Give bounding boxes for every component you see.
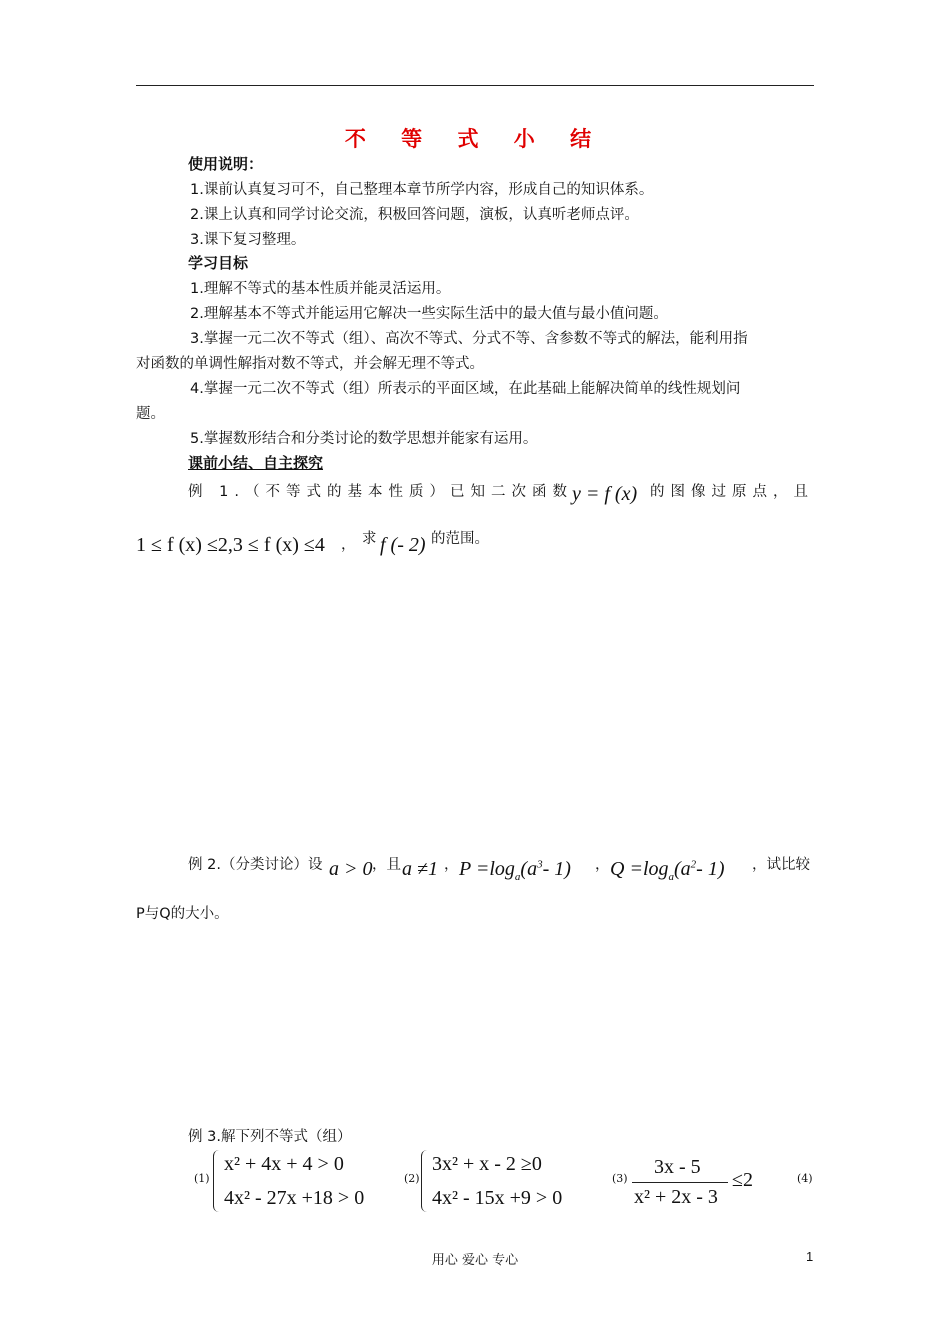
example2-Q-base: a xyxy=(668,871,674,883)
example3-part2-label: (2) xyxy=(404,1172,420,1185)
page-number: 1 xyxy=(806,1249,814,1264)
example3-part3-label: (3) xyxy=(612,1172,628,1185)
example1-comma: ， xyxy=(341,537,356,553)
example2-P-base: a xyxy=(514,871,521,883)
example2-Q-rest: - 1) xyxy=(696,858,725,880)
section-heading: 课前小结、自主探究 xyxy=(188,454,324,472)
example2-P-exp: 3 xyxy=(537,858,543,871)
usage-heading: 使用说明： xyxy=(188,155,264,173)
example1-ask: 求 xyxy=(362,531,377,547)
goal-item-1: 1.理解不等式的基本性质并能灵活运用。 xyxy=(190,281,451,297)
example3-part2-line2: 4x² - 15x +9 > 0 xyxy=(432,1187,563,1209)
example2-cond-a-positive: a > 0 xyxy=(329,858,373,880)
example1-lead: 例 1.（不等式的基本性质）已知二次函数 xyxy=(188,484,573,500)
example3-part2-line1: 3x² + x - 2 ≥0 xyxy=(432,1153,542,1175)
goal-item-2: 2.理解基本不等式并能运用它解决一些实际生活中的最大值与最小值问题。 xyxy=(190,306,668,322)
example3-part2-brace xyxy=(421,1150,430,1212)
example1-function: y = f (x) xyxy=(572,483,638,505)
example2-P-definition xyxy=(459,858,571,883)
example3-part3-rhs: ≤2 xyxy=(732,1169,753,1191)
example2-tail: ，试比较 xyxy=(752,857,810,873)
example2-Q-definition xyxy=(610,858,725,883)
example3-part1-label: (1) xyxy=(194,1172,210,1185)
example2-P-arg: (a xyxy=(520,858,538,880)
goal-item-4-line1: 4.掌握一元二次不等式（组）所表示的平面区域，在此基础上能解决简单的线性规划问 xyxy=(190,381,741,397)
usage-item-1: 1.课前认真复习可不，自己整理本章节所学内容，形成自己的知识体系。 xyxy=(190,182,654,198)
example2-P-lhs: P =log xyxy=(459,858,515,880)
example2-Q-arg: (a xyxy=(674,858,691,880)
example3-part1-brace xyxy=(213,1150,222,1212)
example2-sep1: ，且 xyxy=(372,857,401,873)
goal-item-3-line2: 对函数的单调性解指对数不等式，并会解无理不等式。 xyxy=(136,356,484,372)
example1-condition: 1 ≤ f (x) ≤2,3 ≤ f (x) ≤4 xyxy=(136,534,325,556)
goals-heading: 学习目标 xyxy=(188,254,249,272)
example2-Q-exp: 2 xyxy=(690,858,697,871)
example3-part1-line2: 4x² - 27x +18 > 0 xyxy=(224,1187,365,1209)
example2-line2: P与Q的大小。 xyxy=(136,906,229,922)
example3-part3-numerator: 3x - 5 xyxy=(654,1156,701,1178)
example3-part3-denominator: x² + 2x - 3 xyxy=(634,1186,718,1208)
example3-part3-fraction-bar xyxy=(632,1182,728,1183)
example1-target: f (- 2) xyxy=(380,534,426,556)
example2-Q-lhs: Q =log xyxy=(610,858,669,880)
example3-part4-label: (4) xyxy=(797,1172,813,1185)
footer-motto: 用心 爱心 专心 xyxy=(431,1253,519,1268)
header-rule xyxy=(136,85,814,86)
goal-item-5: 5.掌握数形结合和分类讨论的数学思想并能家有运用。 xyxy=(190,431,538,447)
example2-sep2: ， xyxy=(444,857,459,873)
example2-P-rest: - 1) xyxy=(542,858,571,880)
page-title: 不 等 式 小 结 xyxy=(344,127,606,151)
usage-item-2: 2.课上认真和同学讨论交流，积极回答问题，演板，认真听老师点评。 xyxy=(190,207,639,223)
goal-item-3-line1: 3.掌握一元二次不等式（组）、高次不等式、分式不等、含参数不等式的解法，能利用指 xyxy=(190,331,748,347)
example1-tail: 的图像过原点，且 xyxy=(650,484,814,500)
goal-item-4-line2: 题。 xyxy=(136,406,165,422)
example2-lead: 例 2.（分类讨论）设 xyxy=(188,857,323,873)
example1-end: 的范围。 xyxy=(431,531,489,547)
example3-lead: 例 3.解下列不等式（组） xyxy=(188,1129,352,1145)
example2-sep3: ， xyxy=(595,857,610,873)
example3-part1-line1: x² + 4x + 4 > 0 xyxy=(224,1153,344,1175)
example2-cond-a-not-one: a ≠1 xyxy=(402,858,438,880)
usage-item-3: 3.课下复习整理。 xyxy=(190,232,306,248)
